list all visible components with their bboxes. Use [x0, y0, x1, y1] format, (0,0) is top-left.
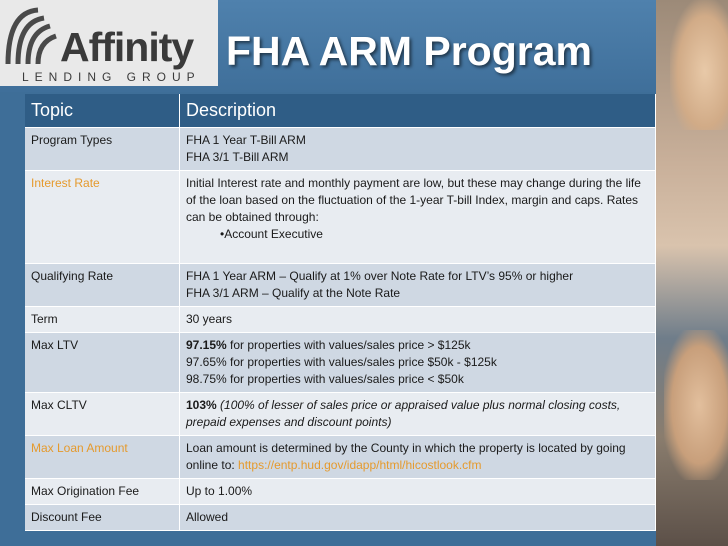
description-cell	[180, 128, 656, 171]
cltv-text: (100% of lesser of sales price or appraised value plus normal closing costs, prepaid expenses and discount points)	[186, 398, 621, 429]
bullet-item: •Account Executive	[220, 227, 323, 241]
table-header-row	[25, 94, 656, 128]
topic-cell: Interest Rate	[25, 171, 180, 264]
topic-cell: Max Origination Fee	[25, 479, 180, 505]
table-row	[25, 333, 656, 393]
logo-subtitle: LENDING GROUP	[22, 70, 201, 84]
description-cell	[180, 171, 656, 264]
logo-wordmark: Affinity	[60, 24, 194, 70]
slide-title: FHA ARM Program	[226, 28, 592, 74]
description-line: FHA 1 Year ARM – Qualify at 1% over Note Rate for LTV’s 95% or higher	[186, 269, 574, 283]
description-line: FHA 3/1 T-Bill ARM	[186, 150, 289, 164]
description-cell	[180, 393, 656, 436]
photo-face-top	[670, 0, 728, 130]
description-cell	[180, 264, 656, 307]
program-table	[25, 94, 656, 531]
topic-cell: Discount Fee	[25, 505, 180, 531]
table-row	[25, 128, 656, 171]
table-row	[25, 264, 656, 307]
logo-arcs-icon	[4, 4, 64, 66]
description-cell: Up to 1.00%	[180, 479, 656, 505]
topic-cell: Qualifying Rate	[25, 264, 180, 307]
description-line	[186, 337, 649, 354]
header-topic: Topic	[25, 94, 180, 128]
table-row	[25, 307, 656, 333]
topic-cell: Max LTV	[25, 333, 180, 393]
description-cell: 30 years	[180, 307, 656, 333]
description-line: FHA 3/1 ARM – Qualify at the Note Rate	[186, 286, 401, 300]
description-cell: Allowed	[180, 505, 656, 531]
table-row	[25, 393, 656, 436]
description-cell	[180, 333, 656, 393]
hud-link[interactable]: https://entp.hud.gov/idapp/html/hicostlook.cfm	[238, 458, 482, 472]
table-row	[25, 436, 656, 479]
description-line: 98.75% for properties with values/sales price < $50k	[186, 372, 464, 386]
cltv-value: 103%	[186, 398, 217, 412]
description-line: Initial Interest rate and monthly payment are low, but these may change during the life of the loan based on the fluctuation of the 1-year T-bill Index, margin and caps. Rates can be obtained through:	[186, 176, 641, 224]
description-line: 97.65% for properties with values/sales price $50k - $125k	[186, 355, 497, 369]
description-text: Loan amount is determined by the County in which the property is located by going online to:	[186, 441, 626, 472]
topic-cell: Max CLTV	[25, 393, 180, 436]
ltv-value: 97.15%	[186, 338, 227, 352]
table-row	[25, 171, 656, 264]
topic-cell: Term	[25, 307, 180, 333]
table-row	[25, 505, 656, 531]
ltv-text: for properties with values/sales price > $125k	[226, 338, 471, 352]
description-line: FHA 1 Year T-Bill ARM	[186, 133, 306, 147]
company-logo	[0, 0, 218, 86]
table-row	[25, 479, 656, 505]
photo-face-bottom	[664, 330, 728, 480]
header-description: Description	[180, 94, 656, 128]
description-cell	[180, 436, 656, 479]
topic-cell: Max Loan Amount	[25, 436, 180, 479]
topic-cell: Program Types	[25, 128, 180, 171]
